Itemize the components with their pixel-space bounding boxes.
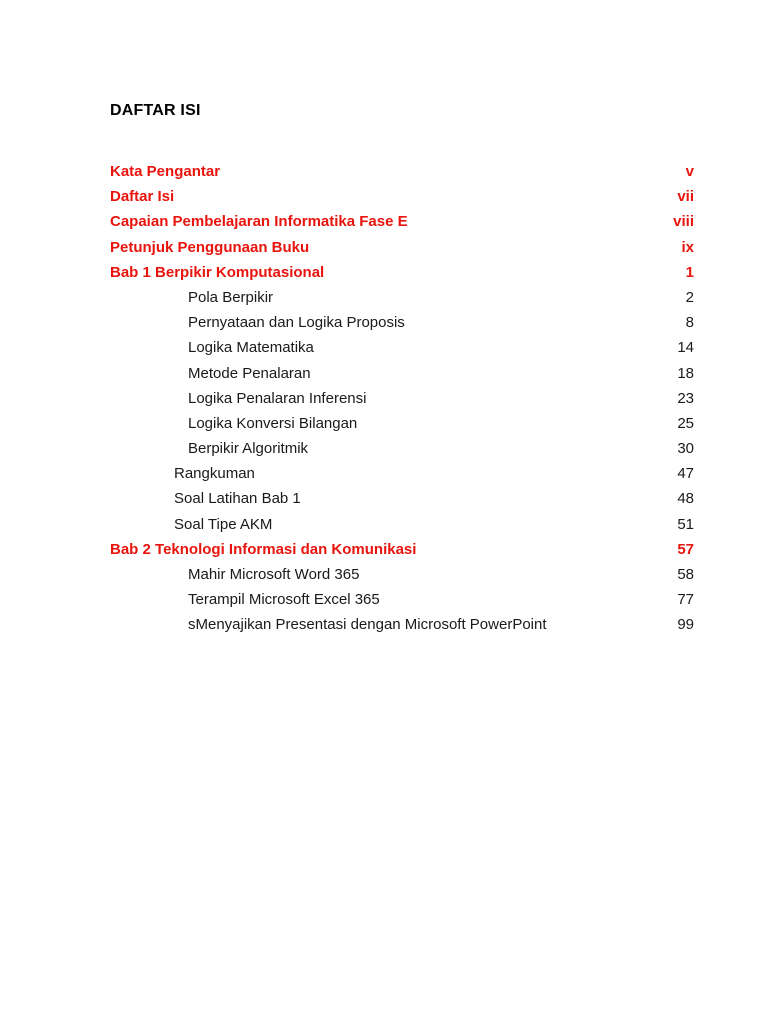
toc-entry bbox=[0, 612, 768, 637]
toc-entry-page-number: ix bbox=[681, 238, 694, 256]
toc-entry-title: Pola Berpikir bbox=[188, 288, 274, 306]
toc-entry-page-number: viii bbox=[673, 213, 694, 231]
toc-entry bbox=[0, 209, 768, 234]
toc-entry bbox=[0, 235, 768, 260]
toc-entry bbox=[0, 562, 768, 587]
toc-entry-page-number: 30 bbox=[677, 440, 694, 458]
toc-entry bbox=[0, 537, 768, 562]
toc-entry-page-number: 77 bbox=[677, 591, 694, 609]
table-of-contents bbox=[0, 159, 768, 638]
toc-entry-page-number: v bbox=[685, 163, 694, 180]
toc-entry-page-number: 2 bbox=[685, 288, 694, 306]
toc-entry-page-number: 58 bbox=[677, 566, 694, 583]
toc-entry bbox=[0, 411, 768, 436]
toc-entry-page-number: 18 bbox=[677, 364, 694, 382]
toc-entry bbox=[0, 486, 768, 511]
toc-entry-page-number: 25 bbox=[677, 414, 694, 432]
toc-entry-page-number: 99 bbox=[677, 616, 694, 634]
toc-entry-title: Pernyataan dan Logika Proposis bbox=[188, 314, 405, 332]
toc-entry-page-number: 14 bbox=[677, 339, 694, 357]
toc-entry bbox=[0, 310, 768, 335]
toc-entry-title: Daftar Isi bbox=[110, 188, 175, 206]
toc-entry-title: sMenyajikan Presentasi dengan Microsoft PowerPoint bbox=[188, 616, 547, 634]
toc-entry-page-number: 47 bbox=[677, 465, 694, 483]
toc-entry bbox=[0, 285, 768, 310]
toc-entry bbox=[0, 159, 768, 184]
toc-entry-title: Rangkuman bbox=[174, 465, 255, 483]
toc-entry-title: Mahir Microsoft Word 365 bbox=[188, 566, 360, 583]
toc-entry bbox=[0, 184, 768, 209]
toc-entry-title: Logika Matematika bbox=[188, 339, 314, 357]
toc-entry-title: Petunjuk Penggunaan Buku bbox=[110, 238, 310, 256]
toc-entry bbox=[0, 461, 768, 486]
toc-entry bbox=[0, 335, 768, 360]
toc-entry-page-number: 8 bbox=[685, 314, 694, 332]
toc-entry-page-number: 23 bbox=[677, 389, 694, 407]
toc-entry-title: Kata Pengantar bbox=[110, 163, 221, 180]
toc-entry-title: Soal Tipe AKM bbox=[174, 515, 273, 533]
toc-entry-page-number: vii bbox=[677, 188, 694, 206]
toc-entry-title: Terampil Microsoft Excel 365 bbox=[188, 591, 380, 609]
toc-entry bbox=[0, 512, 768, 537]
toc-entry-title: Bab 1 Berpikir Komputasional bbox=[110, 263, 325, 281]
toc-entry bbox=[0, 386, 768, 411]
toc-entry-title: Capaian Pembelajaran Informatika Fase E bbox=[110, 213, 408, 231]
toc-entry-title: Bab 2 Teknologi Informasi dan Komunikasi bbox=[110, 540, 417, 558]
toc-entry bbox=[0, 260, 768, 285]
toc-entry-page-number: 1 bbox=[685, 263, 694, 281]
toc-entry bbox=[0, 361, 768, 386]
toc-entry-title: Soal Latihan Bab 1 bbox=[174, 490, 301, 508]
toc-entry bbox=[0, 436, 768, 461]
toc-entry-page-number: 57 bbox=[677, 540, 694, 558]
toc-entry-title: Berpikir Algoritmik bbox=[188, 440, 309, 458]
toc-entry-title: Logika Penalaran Inferensi bbox=[188, 389, 367, 407]
toc-entry-page-number: 51 bbox=[677, 515, 694, 533]
toc-entry bbox=[0, 587, 768, 612]
toc-entry-title: Metode Penalaran bbox=[188, 364, 311, 382]
toc-entry-title: Logika Konversi Bilangan bbox=[188, 414, 358, 432]
page-title: DAFTAR ISI bbox=[110, 102, 201, 119]
toc-entry-page-number: 48 bbox=[677, 490, 694, 508]
